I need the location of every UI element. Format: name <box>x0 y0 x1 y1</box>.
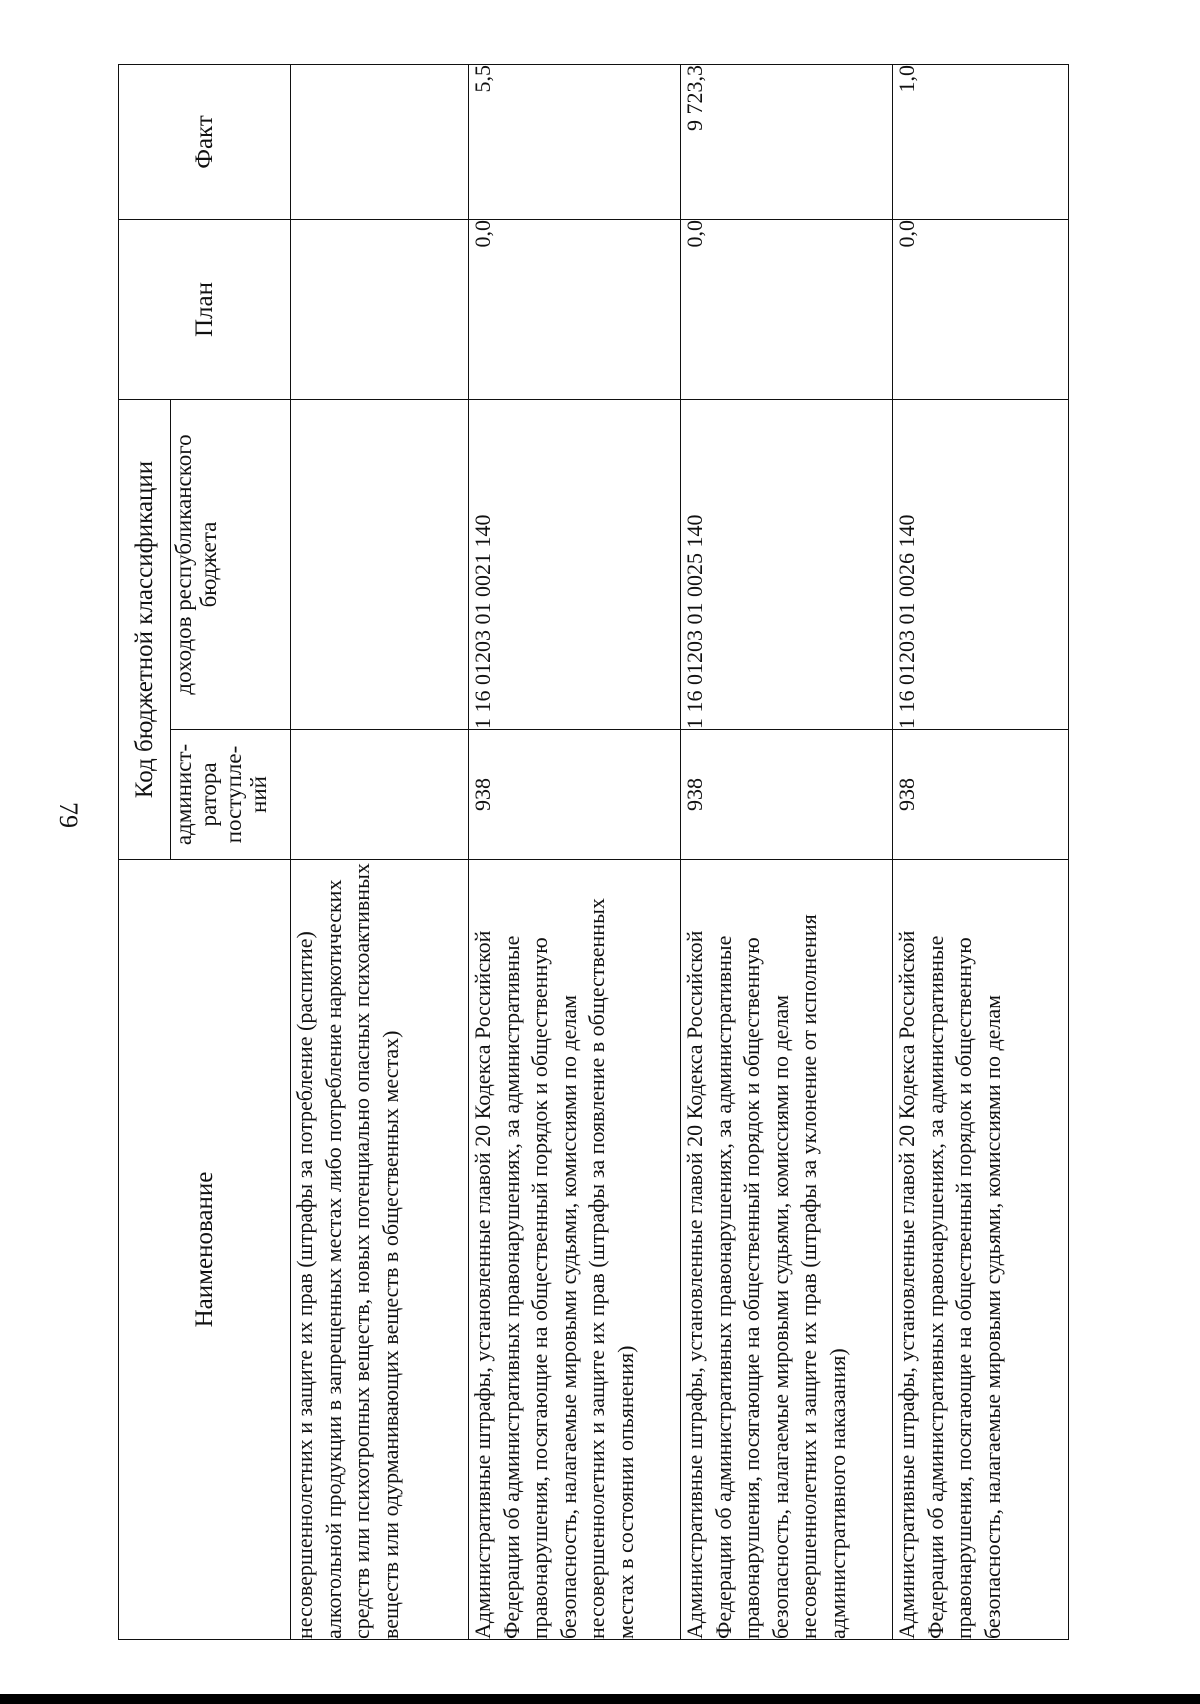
row-income-code: 1 16 01203 01 0021 140 <box>469 400 681 730</box>
header-fact: Факт <box>119 65 291 220</box>
rotated-table-container <box>118 65 1068 1640</box>
row-income-code: 1 16 01203 01 0026 140 <box>893 400 1069 730</box>
table-row <box>681 65 893 1640</box>
row-plan <box>291 220 469 400</box>
row-admin-code: 938 <box>893 730 1069 860</box>
row-fact: 5,5 <box>469 65 681 220</box>
scan-edge-bar <box>0 1694 1200 1704</box>
row-name: Административные штрафы, установленные главой 20 Кодекса Российской Федерации об административных правонарушениях, за административные правонарушения, посягающие на общественный порядок и общественную безопасность, налагаемые мировыми судьями, комиссиями по делам <box>893 860 1069 1640</box>
table-header-row <box>119 65 171 1640</box>
row-income-code <box>291 400 469 730</box>
header-admin: админист-ратора поступле-ний <box>171 730 291 860</box>
row-admin-code <box>291 730 469 860</box>
row-plan: 0,0 <box>469 220 681 400</box>
row-plan: 0,0 <box>893 220 1069 400</box>
header-name: Наименование <box>119 860 291 1640</box>
table-row <box>291 65 469 1640</box>
header-income: доходов республиканского бюджета <box>171 400 291 730</box>
header-plan: План <box>119 220 291 400</box>
budget-table <box>118 64 1069 1640</box>
row-admin-code: 938 <box>469 730 681 860</box>
header-budget-code: Код бюджетной классификации <box>119 400 171 860</box>
row-income-code: 1 16 01203 01 0025 140 <box>681 400 893 730</box>
row-fact: 1,0 <box>893 65 1069 220</box>
row-fact: 9 723,3 <box>681 65 893 220</box>
row-name: Административные штрафы, установленные главой 20 Кодекса Российской Федерации об административных правонарушениях, за административные правонарушения, посягающие на общественный порядок и общественную безопасность, налагаемые мировыми судьями, комиссиями по делам несовершеннолетних и защите их прав (штрафы за появление в общественных местах в состоянии опьянения) <box>469 860 681 1640</box>
row-fact <box>291 65 469 220</box>
table-row <box>469 65 681 1640</box>
row-name: несовершеннолетних и защите их прав (штрафы за потребление (распитие) алкогольной продукции в запрещенных местах либо потребление наркотических средств или психотропных веществ, новых потенциально опасных психоактивных веществ или одурманивающих веществ в общественных местах) <box>291 860 469 1640</box>
row-plan: 0,0 <box>681 220 893 400</box>
row-name: Административные штрафы, установленные главой 20 Кодекса Российской Федерации об административных правонарушениях, за административные правонарушения, посягающие на общественный порядок и общественную безопасность, налагаемые мировыми судьями, комиссиями по делам несовершеннолетних и защите их прав (штрафы за уклонение от исполнения административного наказания) <box>681 860 893 1640</box>
row-admin-code: 938 <box>681 730 893 860</box>
page-number: 79 <box>54 802 83 828</box>
table-row <box>893 65 1069 1640</box>
